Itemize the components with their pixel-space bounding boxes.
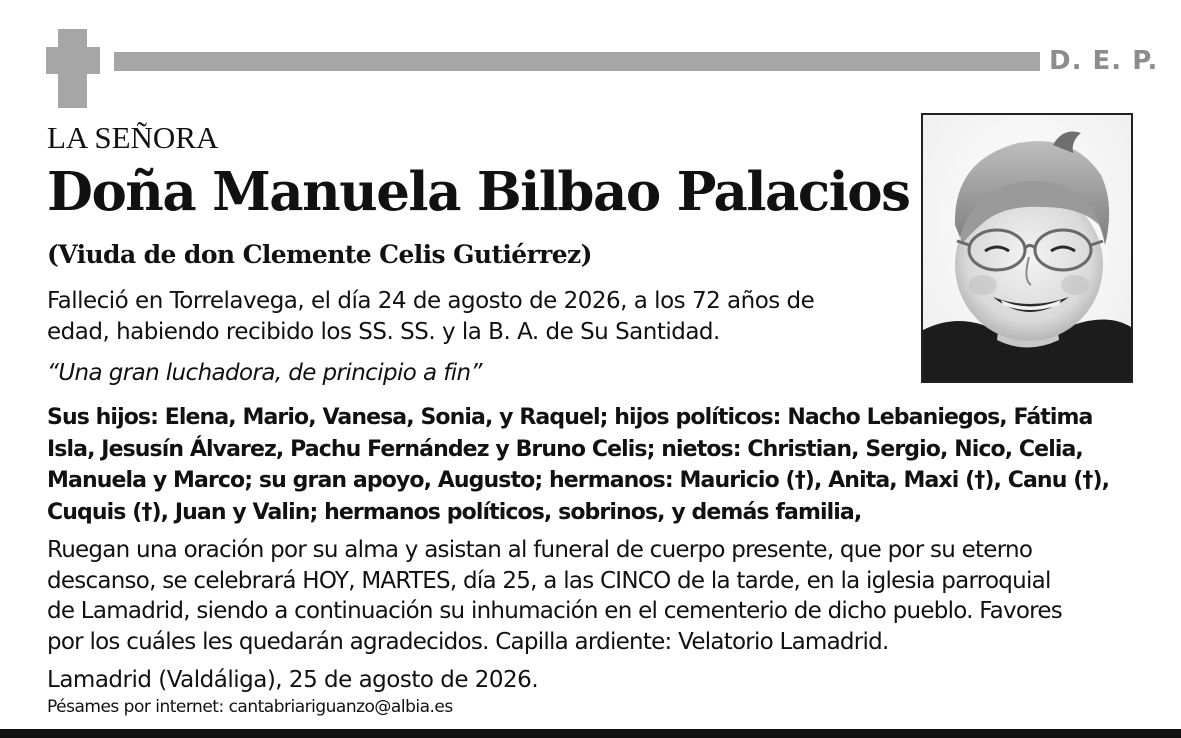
dep-label: D. E. P. bbox=[1049, 46, 1159, 76]
death-notice-line: Falleció en Torrelavega, el día 24 de agosto de 2026, a los 72 años de bbox=[47, 288, 815, 314]
family-line: Sus hijos: Elena, Mario, Vanesa, Sonia, y Raquel; hijos políticos: Nacho Lebaniegos, Fátima bbox=[47, 405, 1093, 430]
funeral-line: por los cuáles les quedarán agradecidos. Capilla ardiente: Velatorio Lamadrid. bbox=[47, 628, 889, 655]
cross-icon-arm bbox=[46, 47, 100, 74]
deceased-name: Doña Manuela Bilbao Palacios bbox=[47, 161, 910, 223]
header-rule bbox=[114, 52, 1040, 71]
funeral-info bbox=[47, 535, 1162, 657]
family-line: Manuela y Marco; su gran apoyo, Augusto; hermanos: Mauricio (†), Anita, Maxi (†), Canu (†), bbox=[47, 468, 1110, 493]
family-line: Isla, Jesusín Álvarez, Pachu Fernández y Bruno Celis; nietos: Christian, Sergio, Nico, Celia, bbox=[47, 436, 1083, 462]
honorific: LA SEÑORA bbox=[47, 120, 219, 155]
widow-of: (Viuda de don Clemente Celis Gutiérrez) bbox=[47, 240, 592, 269]
funeral-line: Ruegan una oración por su alma y asistan al funeral de cuerpo presente, que por su eterno bbox=[47, 537, 1033, 563]
family-list bbox=[47, 402, 1157, 528]
portrait-illustration bbox=[923, 115, 1131, 381]
family-line: Cuquis (†), Juan y Valin; hermanos políticos, sobrinos, y demás familia, bbox=[47, 499, 862, 525]
place-date: Lamadrid (Valdáliga), 25 de agosto de 2026. bbox=[47, 667, 539, 693]
bottom-rule bbox=[0, 729, 1181, 738]
funeral-line: de Lamadrid, siendo a continuación su inhumación en el cementerio de dicho pueblo. Favores bbox=[47, 598, 1063, 624]
portrait-photo bbox=[921, 113, 1133, 383]
funeral-line: descanso, se celebrará HOY, MARTES, día 25, a las CINCO de la tarde, en la iglesia parroquial bbox=[47, 567, 1051, 594]
death-notice bbox=[47, 286, 897, 348]
memorial-quote: “Una gran luchadora, de principio a fin” bbox=[47, 360, 482, 386]
condolences-contact: Pésames por internet: cantabriariguanzo@albia.es bbox=[47, 697, 453, 717]
death-notice-line: edad, habiendo recibido los SS. SS. y la B. A. de Su Santidad. bbox=[47, 319, 720, 345]
